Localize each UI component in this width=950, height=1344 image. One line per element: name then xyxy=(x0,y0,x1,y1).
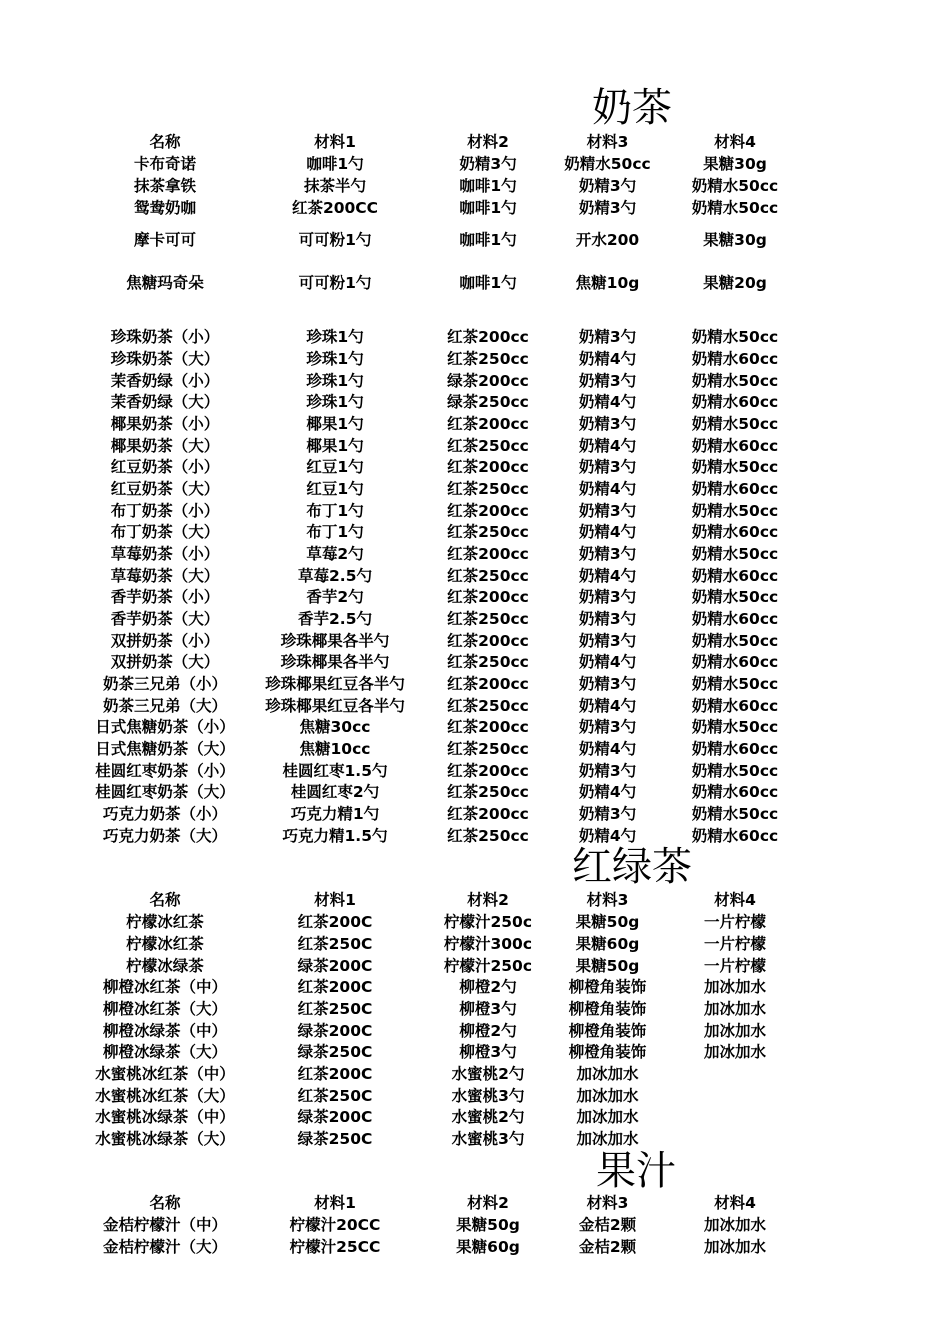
header-cell-material-3: 材料3 xyxy=(586,891,629,909)
cell-material-3: 奶精水50cc xyxy=(564,155,651,173)
cell-material-2: 红茶250cc xyxy=(447,827,529,845)
cell-name: 红豆奶茶（大） xyxy=(110,480,220,498)
cell-material-2: 红茶200cc xyxy=(447,718,529,736)
cell-material-4 xyxy=(665,1106,805,1128)
cell-material-3: 奶精3勺 xyxy=(578,675,637,693)
cell-name: 草莓奶茶（小） xyxy=(110,545,220,563)
cell-material-4: 奶精水60cc xyxy=(691,783,779,801)
cell-material-1: 红豆1勺 xyxy=(306,458,364,476)
cell-material-3: 奶精3勺 xyxy=(578,415,637,433)
cell-material-4: 奶精水60cc xyxy=(691,523,779,541)
cell-material-4: 奶精水60cc xyxy=(691,480,779,498)
cell-name: 双拼奶茶（大） xyxy=(110,653,220,671)
cell-material-3: 焦糖10g xyxy=(575,274,640,292)
cell-name: 奶茶三兄弟（小） xyxy=(102,675,227,693)
cell-material-2: 红茶200cc xyxy=(447,805,529,823)
table-row xyxy=(0,370,950,392)
cell-material-1: 绿茶200C xyxy=(297,1022,373,1040)
cell-material-4: 奶精水60cc xyxy=(691,827,779,845)
table-row xyxy=(0,326,950,348)
cell-material-2: 水蜜桃2勺 xyxy=(451,1108,525,1126)
juice-header-row xyxy=(0,1192,950,1214)
cell-material-1: 珍珠1勺 xyxy=(306,372,364,390)
cell-material-3: 奶精3勺 xyxy=(578,762,637,780)
cell-material-4: 加冰加水 xyxy=(703,1000,766,1018)
cell-material-3: 柳橙角装饰 xyxy=(568,978,647,996)
cell-material-1: 咖啡1勺 xyxy=(306,155,364,173)
cell-material-1: 桂圆红枣2勺 xyxy=(290,783,380,801)
cell-name: 水蜜桃冰红茶（大） xyxy=(95,1087,235,1105)
table-row xyxy=(0,825,950,847)
cell-material-1: 绿茶200C xyxy=(297,1108,373,1126)
cell-material-2: 绿茶250cc xyxy=(447,393,529,411)
cell-material-2: 红茶250cc xyxy=(447,523,529,541)
cell-material-4: 奶精水50cc xyxy=(691,762,779,780)
table-row xyxy=(0,976,950,998)
cell-material-4: 奶精水60cc xyxy=(691,350,779,368)
table-row xyxy=(0,1128,950,1150)
cell-name: 巧克力奶茶（大） xyxy=(102,827,227,845)
table-row xyxy=(0,760,950,782)
cell-material-4: 奶精水50cc xyxy=(691,502,779,520)
cell-material-4: 奶精水50cc xyxy=(691,718,779,736)
cell-name: 日式焦糖奶茶（大） xyxy=(95,740,235,758)
table-row xyxy=(0,500,950,522)
cell-material-3: 柳橙角装饰 xyxy=(568,1000,647,1018)
cell-material-4: 奶精水50cc xyxy=(691,675,779,693)
cell-name: 抹茶拿铁 xyxy=(133,177,196,195)
cell-material-3: 果糖50g xyxy=(575,957,640,975)
cell-material-4: 加冰加水 xyxy=(703,1043,766,1061)
header-cell-material-1: 材料1 xyxy=(314,891,356,909)
cell-material-2: 果糖50g xyxy=(456,1216,520,1234)
cell-name: 卡布奇诺 xyxy=(133,155,196,173)
cell-material-2: 咖啡1勺 xyxy=(459,274,517,292)
cell-material-2: 水蜜桃3勺 xyxy=(451,1087,525,1105)
table-row xyxy=(0,478,950,500)
cell-material-1: 柠檬汁20CC xyxy=(289,1216,381,1234)
table-row xyxy=(0,543,950,565)
cell-name: 巧克力奶茶（小） xyxy=(102,805,227,823)
table-row xyxy=(0,738,950,760)
cell-material-2: 红茶250cc xyxy=(447,740,529,758)
table-row xyxy=(0,1063,950,1085)
cell-material-4: 奶精水60cc xyxy=(691,393,779,411)
table-row xyxy=(0,803,950,825)
cell-material-3: 奶精4勺 xyxy=(578,783,637,801)
cell-material-2: 绿茶200cc xyxy=(447,372,529,390)
cell-material-3: 奶精4勺 xyxy=(578,480,637,498)
cell-material-2: 果糖60g xyxy=(456,1238,520,1256)
cell-material-1: 焦糖10cc xyxy=(299,740,371,758)
cell-name: 柳橙冰绿茶（大） xyxy=(102,1043,227,1061)
cell-material-3: 奶精4勺 xyxy=(578,653,637,671)
section-title-black-green-tea: 红绿茶 xyxy=(572,844,692,890)
cell-material-2: 红茶200cc xyxy=(447,588,529,606)
cell-material-2: 红茶250cc xyxy=(447,480,529,498)
cell-name: 香芋奶茶（小） xyxy=(110,588,220,606)
cell-material-3: 果糖60g xyxy=(575,935,640,953)
cell-material-2: 柠檬汁250c xyxy=(443,913,533,931)
table-row xyxy=(0,933,950,955)
cell-name: 水蜜桃冰绿茶（大） xyxy=(95,1130,235,1148)
cell-material-3: 奶精4勺 xyxy=(578,350,637,368)
cell-material-3: 奶精3勺 xyxy=(578,458,637,476)
header-cell-material-3: 材料3 xyxy=(586,1194,629,1212)
cell-material-1: 珍珠椰果红豆各半勺 xyxy=(265,675,405,693)
table-row xyxy=(0,1214,950,1236)
cell-material-3: 奶精4勺 xyxy=(578,393,637,411)
cell-material-1: 红茶250C xyxy=(297,935,373,953)
cell-material-1: 巧克力精1勺 xyxy=(290,805,380,823)
cell-name: 椰果奶茶（小） xyxy=(110,415,220,433)
header-cell-material-1: 材料1 xyxy=(314,1194,356,1212)
cell-material-3: 奶精3勺 xyxy=(578,718,637,736)
cell-material-4: 奶精水50cc xyxy=(691,415,779,433)
cell-material-2: 咖啡1勺 xyxy=(459,177,517,195)
cell-material-3: 奶精3勺 xyxy=(578,177,637,195)
table-row xyxy=(0,391,950,413)
header-cell-material-2: 材料2 xyxy=(467,1194,509,1212)
cell-material-3: 奶精3勺 xyxy=(578,199,637,217)
cell-material-4: 奶精水60cc xyxy=(691,740,779,758)
cell-material-4: 奶精水60cc xyxy=(691,697,779,715)
table-row xyxy=(0,175,950,197)
cell-material-4: 一片柠檬 xyxy=(703,913,766,931)
cell-material-4 xyxy=(665,1063,805,1085)
cell-material-1: 珍珠椰果各半勺 xyxy=(280,653,390,671)
cell-name: 柠檬冰绿茶 xyxy=(126,957,204,975)
table-row xyxy=(0,781,950,803)
cell-material-3: 金桔2颗 xyxy=(578,1238,637,1256)
cell-name: 摩卡可可 xyxy=(133,231,196,249)
cell-material-3: 奶精3勺 xyxy=(578,805,637,823)
cell-material-3: 开水200 xyxy=(575,231,640,249)
table-row xyxy=(0,998,950,1020)
cell-material-1: 红茶200C xyxy=(297,1065,373,1083)
cell-material-1: 绿茶250C xyxy=(297,1043,373,1061)
cell-name: 茉香奶绿（小） xyxy=(110,372,220,390)
cell-material-3: 加冰加水 xyxy=(576,1108,639,1126)
cell-material-4: 奶精水50cc xyxy=(691,545,779,563)
table-row xyxy=(0,272,950,294)
cell-name: 双拼奶茶（小） xyxy=(110,632,220,650)
milk-tea-header-row xyxy=(0,131,950,153)
cell-name: 红豆奶茶（小） xyxy=(110,458,220,476)
section-title-juice: 果汁 xyxy=(596,1148,676,1194)
header-cell-material-2: 材料2 xyxy=(467,133,509,151)
cell-material-1: 珍珠1勺 xyxy=(306,393,364,411)
cell-name: 水蜜桃冰绿茶（中） xyxy=(95,1108,235,1126)
cell-name: 桂圆红枣奶茶（小） xyxy=(95,762,235,780)
cell-name: 金桔柠檬汁（中） xyxy=(102,1216,227,1234)
cell-material-2: 柳橙2勺 xyxy=(459,1022,517,1040)
cell-name: 茉香奶绿（大） xyxy=(110,393,220,411)
cell-material-1: 香芋2勺 xyxy=(306,588,364,606)
cell-name: 布丁奶茶（小） xyxy=(110,502,220,520)
header-cell-material-3: 材料3 xyxy=(586,133,629,151)
cell-material-2: 红茶200cc xyxy=(447,502,529,520)
cell-material-4: 加冰加水 xyxy=(703,978,766,996)
cell-material-4: 奶精水60cc xyxy=(691,437,779,455)
tea-header-row xyxy=(0,889,950,911)
cell-material-1: 红茶200CC xyxy=(291,199,379,217)
cell-material-1: 椰果1勺 xyxy=(306,437,364,455)
cell-material-3: 加冰加水 xyxy=(576,1065,639,1083)
table-row xyxy=(0,630,950,652)
cell-material-3: 奶精3勺 xyxy=(578,372,637,390)
table-row xyxy=(0,716,950,738)
cell-material-2: 红茶200cc xyxy=(447,458,529,476)
cell-material-2: 红茶250cc xyxy=(447,567,529,585)
cell-material-4: 一片柠檬 xyxy=(703,935,766,953)
cell-name: 草莓奶茶（大） xyxy=(110,567,220,585)
cell-material-4: 果糖20g xyxy=(703,274,767,292)
header-cell-material-1: 材料1 xyxy=(314,133,356,151)
cell-material-2: 红茶200cc xyxy=(447,328,529,346)
table-row xyxy=(0,695,950,717)
cell-material-1: 可可粉1勺 xyxy=(298,231,372,249)
cell-name: 桂圆红枣奶茶（大） xyxy=(95,783,235,801)
cell-material-2: 咖啡1勺 xyxy=(459,199,517,217)
cell-material-1: 珍珠1勺 xyxy=(306,350,364,368)
cell-material-1: 抹茶半勺 xyxy=(303,177,366,195)
cell-material-4: 奶精水50cc xyxy=(691,199,779,217)
section-title-milk-tea: 奶茶 xyxy=(592,85,672,131)
cell-material-1: 布丁1勺 xyxy=(306,523,364,541)
table-row xyxy=(0,586,950,608)
cell-material-3: 奶精3勺 xyxy=(578,502,637,520)
cell-material-2: 柠檬汁300c xyxy=(443,935,533,953)
cell-material-1: 珍珠椰果各半勺 xyxy=(280,632,390,650)
cell-material-2: 红茶200cc xyxy=(447,415,529,433)
cell-material-4: 奶精水50cc xyxy=(691,177,779,195)
cell-name: 柳橙冰红茶（中） xyxy=(102,978,227,996)
cell-material-1: 香芋2.5勺 xyxy=(298,610,372,628)
header-cell-name: 名称 xyxy=(149,1194,181,1212)
table-row xyxy=(0,955,950,977)
header-cell-name: 名称 xyxy=(149,133,181,151)
table-row xyxy=(0,1106,950,1128)
cell-material-4 xyxy=(665,1128,805,1150)
cell-material-2: 红茶250cc xyxy=(447,350,529,368)
cell-material-3: 奶精3勺 xyxy=(578,545,637,563)
cell-material-4: 奶精水60cc xyxy=(691,653,779,671)
header-cell-material-4: 材料4 xyxy=(714,133,756,151)
cell-name: 柳橙冰红茶（大） xyxy=(102,1000,227,1018)
cell-material-4: 加冰加水 xyxy=(703,1022,766,1040)
cell-material-1: 红茶200C xyxy=(297,978,373,996)
table-row xyxy=(0,197,950,219)
cell-material-3: 奶精4勺 xyxy=(578,697,637,715)
cell-name: 柠檬冰红茶 xyxy=(126,935,204,953)
table-row xyxy=(0,565,950,587)
table-row xyxy=(0,673,950,695)
header-cell-name: 名称 xyxy=(149,891,181,909)
cell-material-1: 珍珠椰果红豆各半勺 xyxy=(265,697,405,715)
cell-material-2: 奶精3勺 xyxy=(459,155,517,173)
cell-material-2: 柠檬汁250c xyxy=(443,957,533,975)
table-row xyxy=(0,1236,950,1258)
cell-name: 布丁奶茶（大） xyxy=(110,523,220,541)
cell-material-4: 奶精水50cc xyxy=(691,372,779,390)
table-row xyxy=(0,1085,950,1107)
cell-material-1: 绿茶200C xyxy=(297,957,373,975)
table-row xyxy=(0,521,950,543)
cell-material-3: 奶精3勺 xyxy=(578,610,637,628)
cell-name: 鸳鸯奶咖 xyxy=(133,199,196,217)
header-cell-material-4: 材料4 xyxy=(714,1194,756,1212)
cell-material-3: 奶精4勺 xyxy=(578,437,637,455)
table-row xyxy=(0,413,950,435)
cell-material-2: 柳橙3勺 xyxy=(459,1043,517,1061)
cell-material-4: 加冰加水 xyxy=(703,1216,766,1234)
cell-name: 香芋奶茶（大） xyxy=(110,610,220,628)
cell-material-1: 红茶250C xyxy=(297,1000,373,1018)
cell-material-1: 红茶200C xyxy=(297,913,373,931)
cell-material-4: 奶精水50cc xyxy=(691,632,779,650)
cell-material-1: 红豆1勺 xyxy=(306,480,364,498)
table-row xyxy=(0,456,950,478)
cell-material-2: 柳橙3勺 xyxy=(459,1000,517,1018)
cell-material-2: 水蜜桃3勺 xyxy=(451,1130,525,1148)
cell-material-4: 奶精水50cc xyxy=(691,588,779,606)
cell-material-2: 红茶250cc xyxy=(447,653,529,671)
cell-material-1: 可可粉1勺 xyxy=(298,274,372,292)
cell-material-4: 一片柠檬 xyxy=(703,957,766,975)
cell-material-2: 咖啡1勺 xyxy=(459,231,517,249)
cell-material-3: 奶精4勺 xyxy=(578,740,637,758)
cell-material-2: 红茶200cc xyxy=(447,762,529,780)
cell-material-4 xyxy=(665,1085,805,1107)
cell-name: 椰果奶茶（大） xyxy=(110,437,220,455)
table-row xyxy=(0,229,950,251)
cell-material-3: 奶精3勺 xyxy=(578,588,637,606)
table-row xyxy=(0,1041,950,1063)
cell-material-3: 加冰加水 xyxy=(576,1087,639,1105)
header-cell-material-2: 材料2 xyxy=(467,891,509,909)
cell-material-3: 果糖50g xyxy=(575,913,640,931)
cell-material-1: 桂圆红枣1.5勺 xyxy=(282,762,388,780)
cell-material-4: 奶精水60cc xyxy=(691,610,779,628)
cell-material-4: 果糖30g xyxy=(703,155,767,173)
cell-material-3: 奶精4勺 xyxy=(578,567,637,585)
table-row xyxy=(0,651,950,673)
cell-material-2: 红茶200cc xyxy=(447,675,529,693)
cell-material-1: 柠檬汁25CC xyxy=(289,1238,381,1256)
cell-material-2: 水蜜桃2勺 xyxy=(451,1065,525,1083)
header-cell-material-4: 材料4 xyxy=(714,891,756,909)
cell-material-2: 红茶200cc xyxy=(447,632,529,650)
cell-material-4: 加冰加水 xyxy=(703,1238,766,1256)
cell-material-3: 柳橙角装饰 xyxy=(568,1022,647,1040)
cell-name: 珍珠奶茶（小） xyxy=(110,328,220,346)
cell-material-1: 椰果1勺 xyxy=(306,415,364,433)
table-row xyxy=(0,435,950,457)
table-row xyxy=(0,348,950,370)
cell-material-1: 焦糖30cc xyxy=(299,718,371,736)
cell-material-1: 巧克力精1.5勺 xyxy=(282,827,388,845)
cell-material-1: 红茶250C xyxy=(297,1087,373,1105)
cell-material-4: 奶精水50cc xyxy=(691,805,779,823)
cell-material-3: 奶精3勺 xyxy=(578,632,637,650)
cell-material-3: 奶精4勺 xyxy=(578,523,637,541)
cell-name: 日式焦糖奶茶（小） xyxy=(95,718,235,736)
cell-material-4: 奶精水60cc xyxy=(691,567,779,585)
cell-material-4: 奶精水50cc xyxy=(691,328,779,346)
cell-material-3: 金桔2颗 xyxy=(578,1216,637,1234)
cell-material-2: 柳橙2勺 xyxy=(459,978,517,996)
cell-name: 珍珠奶茶（大） xyxy=(110,350,220,368)
table-row xyxy=(0,608,950,630)
cell-material-2: 红茶200cc xyxy=(447,545,529,563)
cell-material-1: 布丁1勺 xyxy=(306,502,364,520)
cell-material-4: 奶精水50cc xyxy=(691,458,779,476)
cell-material-2: 红茶250cc xyxy=(447,610,529,628)
table-row xyxy=(0,911,950,933)
cell-name: 奶茶三兄弟（大） xyxy=(102,697,227,715)
cell-material-3: 奶精4勺 xyxy=(578,827,637,845)
cell-name: 柠檬冰红茶 xyxy=(126,913,204,931)
cell-material-1: 珍珠1勺 xyxy=(306,328,364,346)
cell-name: 水蜜桃冰红茶（中） xyxy=(95,1065,235,1083)
cell-material-1: 草莓2勺 xyxy=(306,545,364,563)
cell-material-2: 红茶250cc xyxy=(447,697,529,715)
cell-name: 焦糖玛奇朵 xyxy=(126,274,204,292)
cell-material-2: 红茶250cc xyxy=(447,437,529,455)
table-row xyxy=(0,153,950,175)
cell-material-1: 草莓2.5勺 xyxy=(298,567,372,585)
cell-material-3: 加冰加水 xyxy=(576,1130,639,1148)
cell-material-4: 果糖30g xyxy=(703,231,767,249)
cell-material-1: 绿茶250C xyxy=(297,1130,373,1148)
cell-name: 金桔柠檬汁（大） xyxy=(102,1238,227,1256)
cell-material-2: 红茶250cc xyxy=(447,783,529,801)
cell-material-3: 柳橙角装饰 xyxy=(568,1043,647,1061)
cell-material-3: 奶精3勺 xyxy=(578,328,637,346)
table-row xyxy=(0,1020,950,1042)
cell-name: 柳橙冰绿茶（中） xyxy=(102,1022,227,1040)
